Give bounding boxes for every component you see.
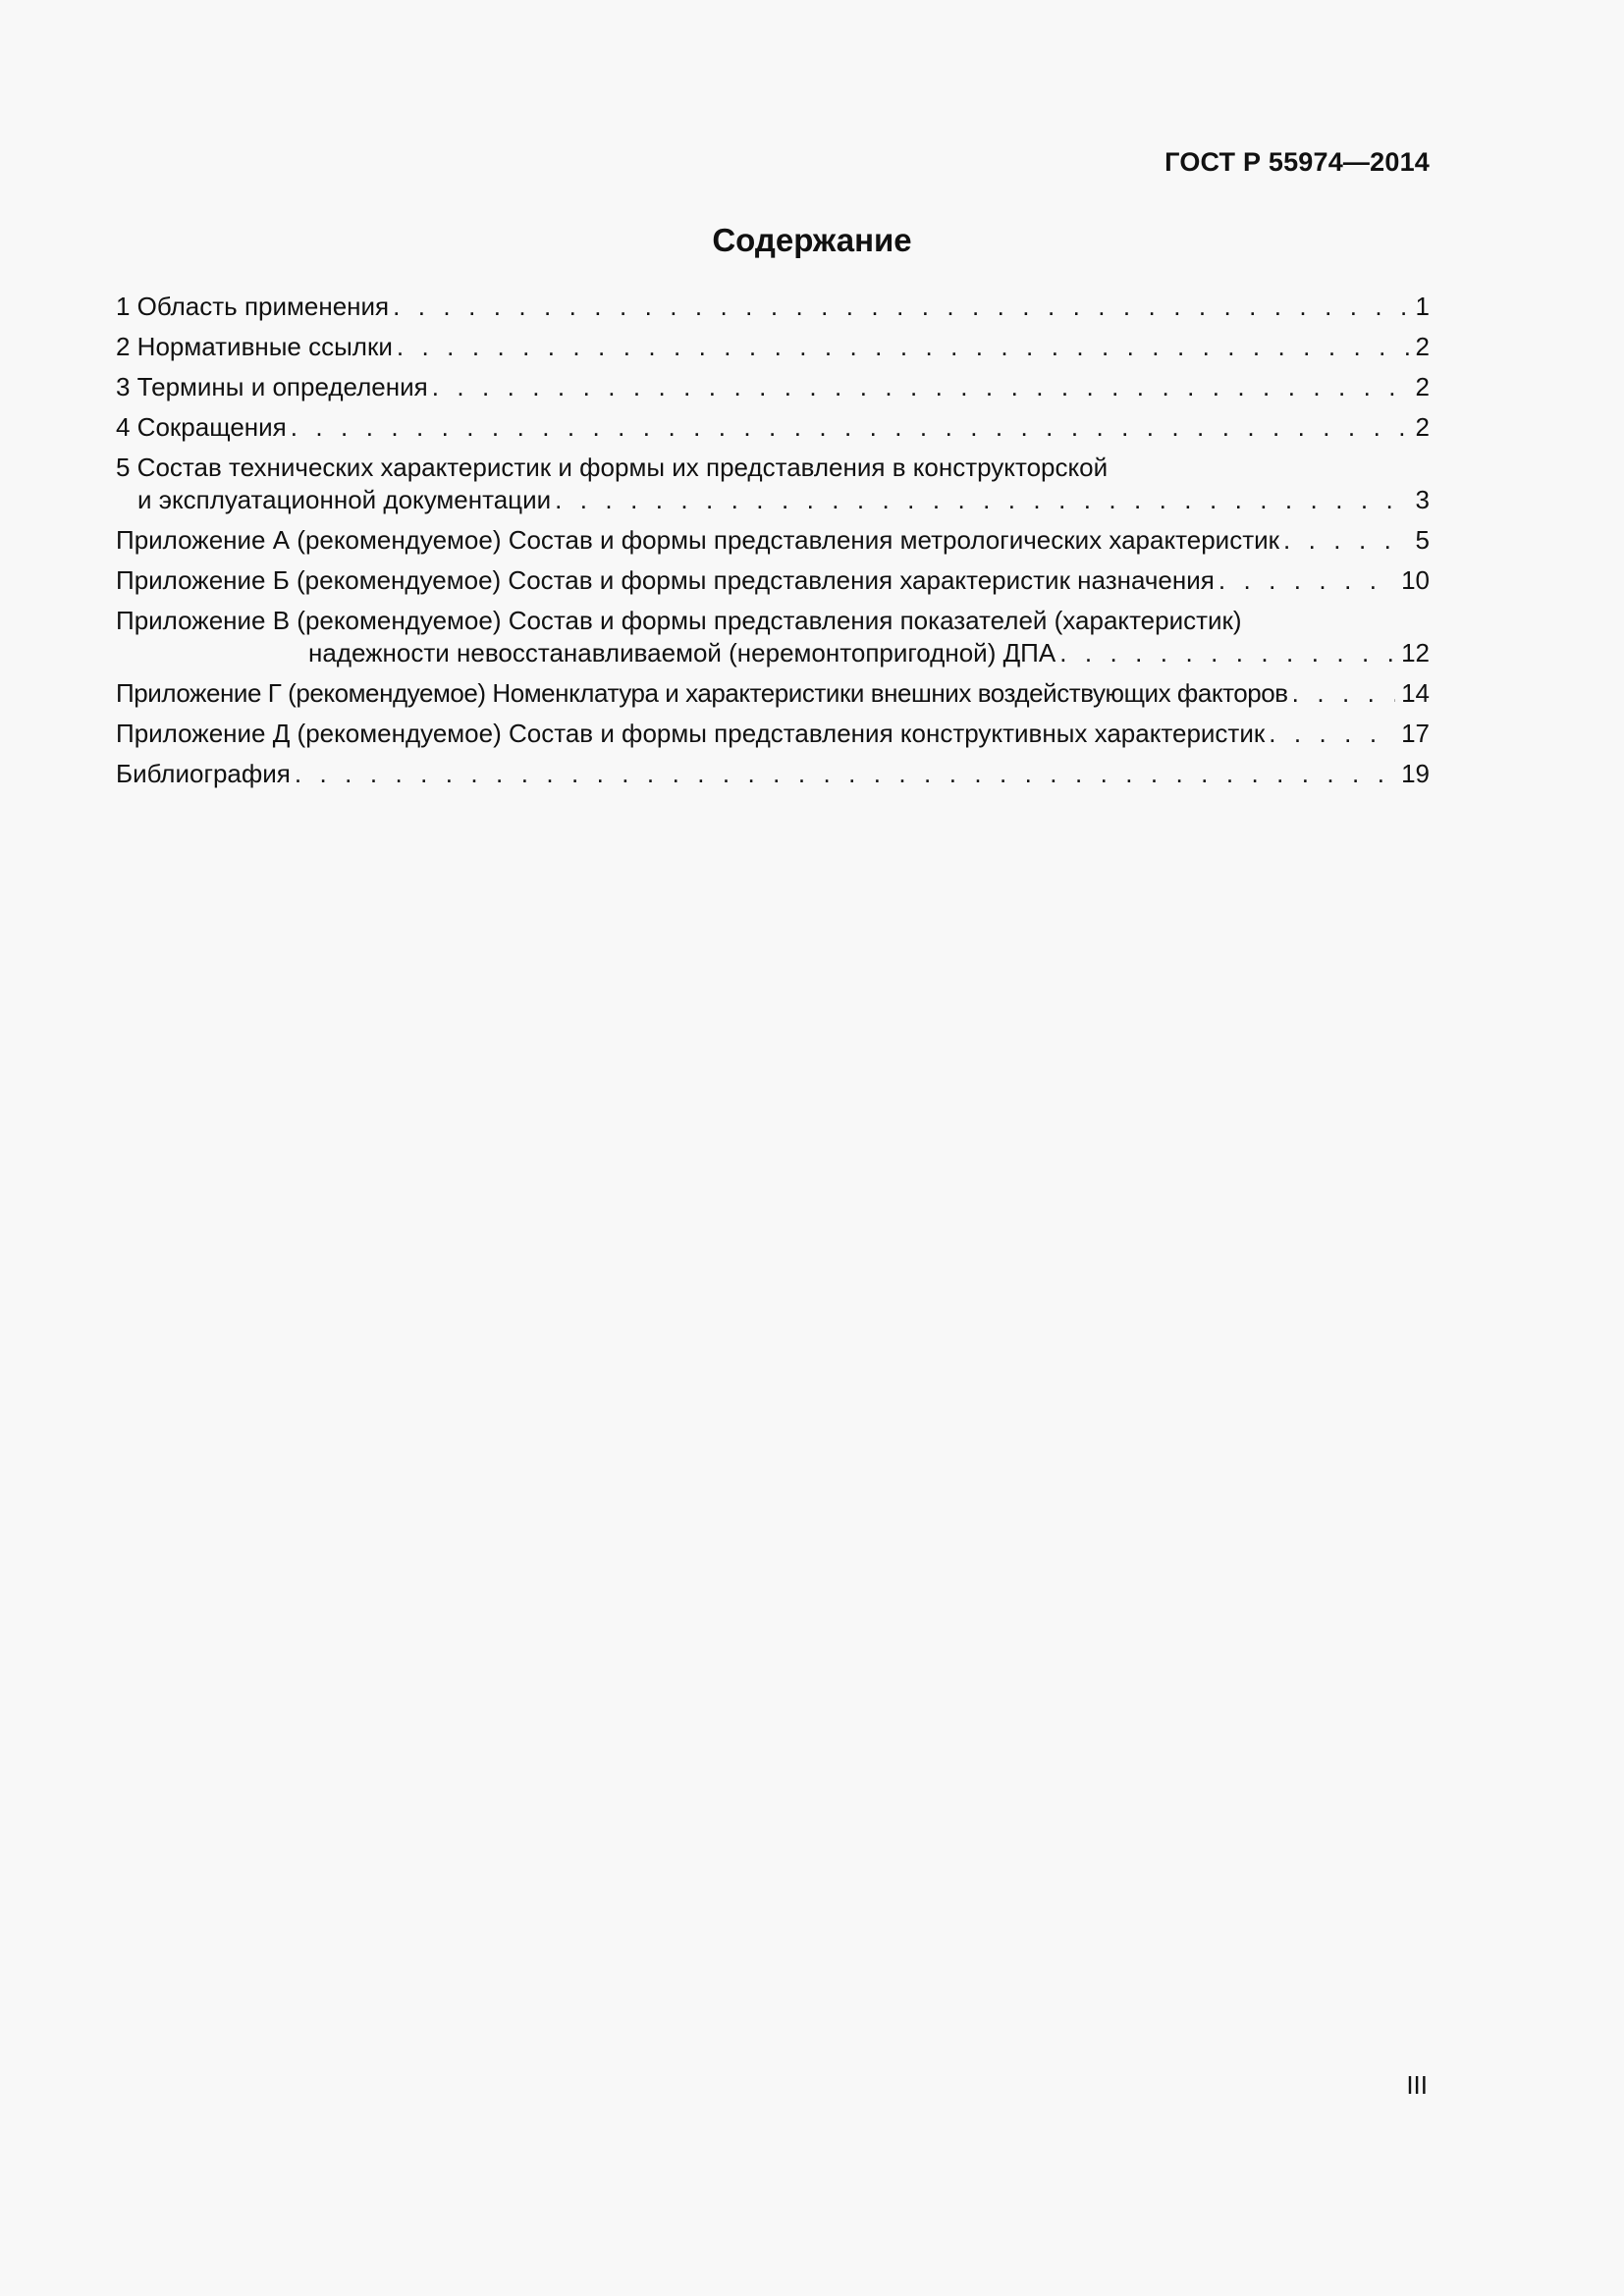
toc-entry-scope[interactable] — [116, 291, 1430, 323]
toc-entry-label: Приложение В (рекомендуемое) Состав и формы представления показателей (характеристик) — [116, 606, 1242, 635]
toc-entry-label: 1 Область применения — [116, 292, 390, 321]
page-number: III — [1406, 2070, 1428, 2100]
toc-entry-appendix-v-cont[interactable] — [116, 637, 1430, 669]
toc-entry-label: 2 Нормативные ссылки — [116, 332, 393, 361]
toc-entry-appendix-d[interactable] — [116, 718, 1430, 750]
toc-entry-abbreviations[interactable] — [116, 411, 1430, 444]
dot-leader — [295, 758, 1395, 790]
toc-entry-page: 2 — [1415, 332, 1430, 361]
toc-entry-label: Приложение А (рекомендуемое) Состав и формы представления метрологических характеристик — [116, 525, 1280, 555]
toc-entry-page: 2 — [1415, 372, 1430, 401]
dot-leader — [1059, 637, 1395, 669]
toc-entry-page: 2 — [1415, 412, 1430, 442]
dot-leader — [432, 371, 1410, 403]
toc-entry-page: 12 — [1401, 638, 1430, 667]
dot-leader — [555, 484, 1409, 516]
dot-leader — [1292, 677, 1395, 710]
toc-entry-label-cont: и эксплуатационной документации — [137, 485, 552, 514]
toc-entry-page: 17 — [1401, 719, 1430, 748]
toc-entry-label: 4 Сокращения — [116, 412, 287, 442]
standard-code: ГОСТ Р 55974—2014 — [1164, 147, 1430, 177]
toc-entry-appendix-g[interactable] — [116, 677, 1430, 710]
toc-entry-normative-references[interactable] — [116, 331, 1430, 363]
toc-entry-page: 5 — [1415, 525, 1430, 555]
toc-entry-technical-characteristics-cont[interactable] — [116, 484, 1430, 516]
toc-entry-label: Приложение Г (рекомендуемое) Номенклатура и характеристики внешних воздействующих факторов — [116, 678, 1288, 708]
toc-entry-technical-characteristics[interactable] — [116, 452, 1430, 484]
toc-entry-label: 5 Состав технических характеристик и формы их представления в конструкторской — [116, 453, 1109, 482]
toc-entry-page: 10 — [1401, 565, 1430, 595]
toc-entry-page: 14 — [1401, 678, 1430, 708]
table-of-contents — [116, 291, 1430, 790]
toc-entry-appendix-b[interactable] — [116, 564, 1430, 597]
dot-leader — [1283, 524, 1410, 557]
toc-entry-bibliography[interactable] — [116, 758, 1430, 790]
toc-entry-label-cont: надежности невосстанавливаемой (неремонтопригодной) ДПА — [308, 638, 1056, 667]
toc-entry-page: 1 — [1415, 292, 1430, 321]
dot-leader — [291, 411, 1410, 444]
dot-leader — [1269, 718, 1395, 750]
toc-entry-page: 19 — [1401, 759, 1430, 788]
toc-entry-terms-definitions[interactable] — [116, 371, 1430, 403]
toc-entry-page: 3 — [1415, 485, 1430, 514]
toc-entry-appendix-v[interactable] — [116, 605, 1430, 637]
toc-title: Содержание — [712, 222, 912, 258]
dot-leader — [393, 291, 1409, 323]
toc-entry-appendix-a[interactable] — [116, 524, 1430, 557]
toc-entry-label: Библиография — [116, 759, 291, 788]
dot-leader — [397, 331, 1410, 363]
toc-entry-label: 3 Термины и определения — [116, 372, 428, 401]
dot-leader — [1218, 564, 1395, 597]
toc-entry-label: Приложение Б (рекомендуемое) Состав и формы представления характеристик назначения — [116, 565, 1215, 595]
toc-entry-label: Приложение Д (рекомендуемое) Состав и формы представления конструктивных характеристик — [116, 719, 1266, 748]
